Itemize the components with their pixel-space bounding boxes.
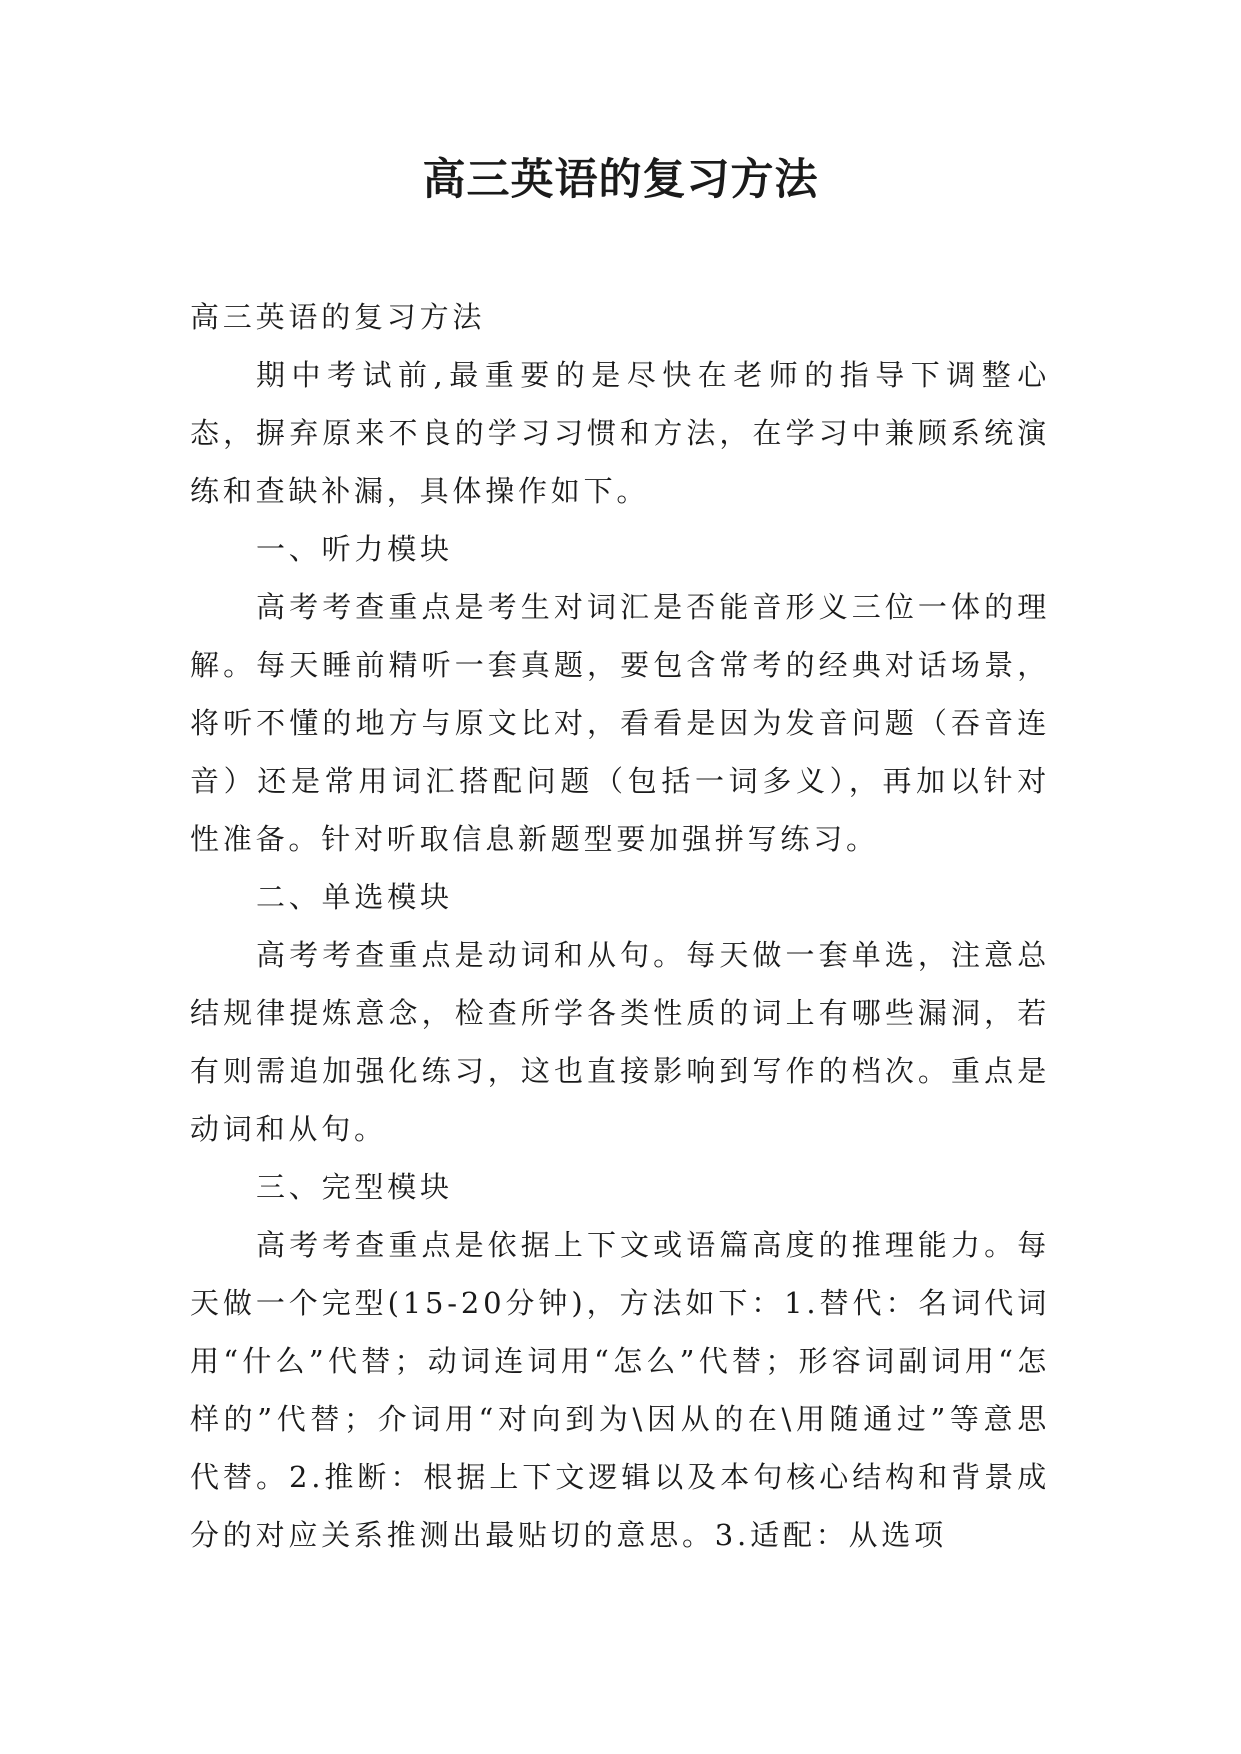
section-heading-single-choice: 二、单选模块 [256, 880, 453, 914]
document-title: 高三英语的复习方法 [422, 155, 819, 205]
document-body [190, 288, 1050, 1564]
section-heading-cloze: 三、完型模块 [256, 1170, 453, 1204]
paragraph-listening: 高考考查重点是考生对词汇是否能音形义三位一体的理解。每天睡前精听一套真题，要包含常考的经典对话场景，将听不懂的地方与原文比对，看看是因为发音问题（吞音连音）还是常用词汇搭配问题（包括一词多义），再加以针对性准备。针对听取信息新题型要加强拼写练习。 [190, 590, 1050, 856]
paragraph-intro: 期中考试前,最重要的是尽快在老师的指导下调整心态，摒弃原来不良的学习习惯和方法，在学习中兼顾系统演练和查缺补漏，具体操作如下。 [190, 358, 1050, 508]
section-heading-listening: 一、听力模块 [256, 532, 453, 566]
paragraph-cloze: 高考考查重点是依据上下文或语篇高度的推理能力。每天做一个完型(15-20分钟)，方法如下：1.替代：名词代词用“什么”代替；动词连词用“怎么”代替；形容词副词用“怎样的”代替；介词用“对向到为\因从的在\用随通过”等意思代替。2.推断：根据上下文逻辑以及本句核心结构和背景成分的对应关系推测出最贴切的意思。3.适配：从选项 [190, 1228, 1050, 1552]
paragraph-single-choice: 高考考查重点是动词和从句。每天做一套单选，注意总结规律提炼意念，检查所学各类性质的词上有哪些漏洞，若有则需追加强化练习，这也直接影响到写作的档次。重点是动词和从句。 [190, 938, 1050, 1146]
paragraph-subtitle: 高三英语的复习方法 [190, 300, 486, 334]
